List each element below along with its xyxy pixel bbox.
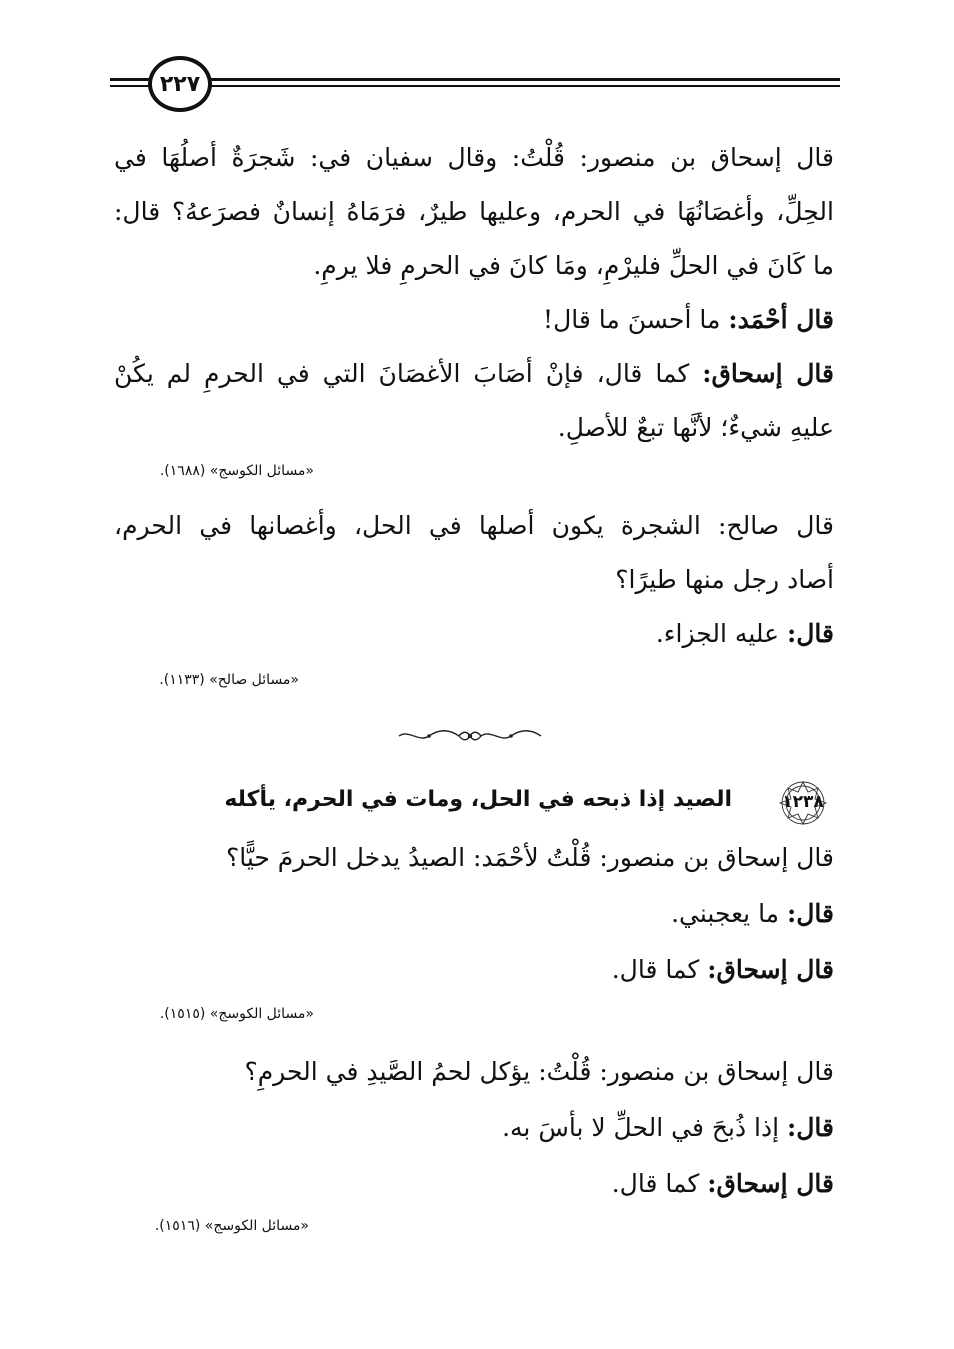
text-line [612, 950, 834, 990]
text-line: قال صالح: الشجرة يكون أصلها في الحل، وأغصانها في الحرم، [114, 511, 834, 540]
speaker-label: قال: [787, 899, 834, 928]
text-line: قال إسحاق بن منصور: قُلْتُ: يؤكل لحمُ الصَّيدِ في الحرمِ؟ [244, 1057, 834, 1086]
speaker-label: قال: [787, 619, 834, 648]
speech: كما قال. [611, 1169, 708, 1198]
text-line [656, 614, 834, 654]
source-reference: «مسائل الكوسج» (١٥١٥). [159, 1006, 314, 1022]
passage [114, 138, 834, 442]
source-reference: «مسائل الكوسج» (١٦٨٨). [159, 463, 314, 479]
text-line: عليهِ شيءٌ؛ لأنَّها تبعٌ للأصلِ. [557, 413, 834, 442]
speech: كما قال. [611, 955, 708, 984]
speech: عليه الجزاء. [655, 619, 788, 648]
header-rule [110, 78, 840, 81]
passage [114, 506, 834, 656]
section-title: الصيد إذا ذبحه في الحل، ومات في الحرم، يأكله [224, 787, 732, 812]
speech: ما أحسنَ ما قال! [543, 305, 729, 334]
speech: ما يعجبني. [671, 899, 788, 928]
text-line: قال إسحاق بن منصور: قُلْتُ لأحْمَد: الصيدُ يدخل الحرمَ حيًّا؟ [225, 843, 834, 872]
speaker-label: قال إسحاق: [707, 955, 834, 984]
source-reference: «مسائل الكوسج» (١٥١٦). [154, 1218, 309, 1234]
speech: إذا ذُبحَ في الحلِّ لا بأسَ به. [502, 1113, 788, 1142]
speech: كما قال، فإنْ أصَابَ الأغصَانَ التي في الحرمِ لم يكُنْ [114, 359, 703, 388]
text-line [671, 894, 834, 934]
header-rule-thin [110, 85, 840, 87]
text-line: قال إسحاق بن منصور: قُلْتُ: وقال سفيان في: شَجرَةٌ أصلُهَا في [114, 143, 834, 172]
text-line: ما كَانَ في الحلِّ فليرْمِ، ومَا كانَ في الحرمِ فلا يرمِ. [313, 251, 834, 280]
text-line: أصاد رجل منها طيرًا؟ [615, 565, 834, 594]
text-line [502, 1108, 834, 1148]
speaker-label: قال أحْمَد: [728, 305, 834, 334]
text-line [114, 354, 834, 394]
source-reference: «مسائل صالح» (١١٣٣). [159, 672, 299, 688]
passage [114, 1052, 834, 1202]
speaker-label: قال إسحاق: [702, 359, 834, 388]
section-number-badge [770, 780, 836, 826]
speaker-label: قال إسحاق: [707, 1169, 834, 1198]
page-header [110, 56, 840, 112]
text-line [543, 300, 834, 340]
ornament-divider-icon [395, 726, 545, 746]
text-line: الحِلِّ، وأغصَانُهَا في الحرم، وعليها طيرٌ، فرَمَاهُ إنسانٌ فصرَعهُ؟ قال: [114, 197, 834, 226]
passage [114, 838, 834, 988]
section-number: ١٢٣٨ [782, 792, 824, 812]
text-line [612, 1164, 834, 1204]
speaker-label: قال: [787, 1113, 834, 1142]
page-number: ٢٢٧ [148, 56, 212, 112]
